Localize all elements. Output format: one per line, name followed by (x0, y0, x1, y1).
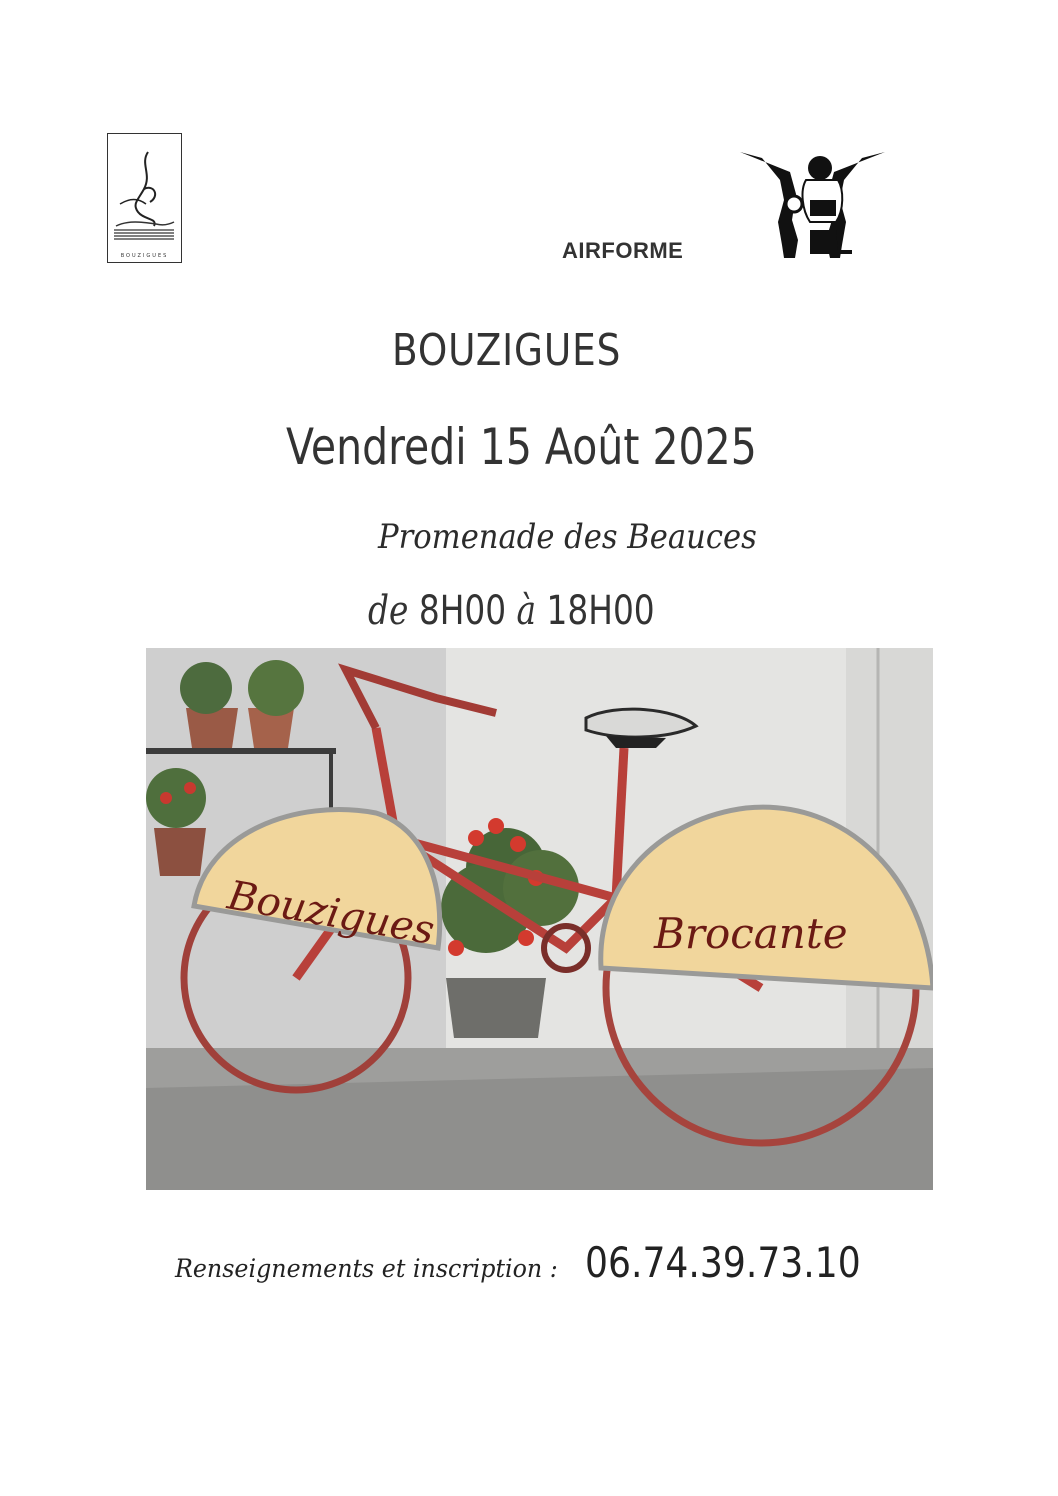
footer-phone: 06.74.39.73.10 (585, 1238, 861, 1287)
sign-right-text: Brocante (654, 909, 848, 958)
bicycle-photo (146, 648, 933, 1190)
hours-join: à (516, 588, 537, 634)
title-place: Promenade des Beauces (378, 517, 757, 557)
airforme-logo (740, 150, 885, 260)
fitness-woman-icon (740, 150, 885, 260)
footer-contact (175, 1238, 906, 1287)
footer-label: Renseignements et inscription : (175, 1254, 558, 1283)
hours-to: 18H00 (546, 588, 655, 634)
hours-prefix: de (368, 588, 409, 634)
airforme-label: AIRFORME (562, 238, 684, 263)
town-logo (107, 133, 182, 263)
town-emblem-icon (108, 134, 180, 246)
hours-from: 8H00 (418, 588, 507, 634)
sign-left-text: Bouzigues (224, 872, 438, 955)
title-hours (368, 588, 655, 634)
town-logo-caption: BOUZIGUES (120, 253, 169, 259)
title-date: Vendredi 15 Août 2025 (286, 418, 757, 476)
title-town: BOUZIGUES (392, 325, 622, 376)
